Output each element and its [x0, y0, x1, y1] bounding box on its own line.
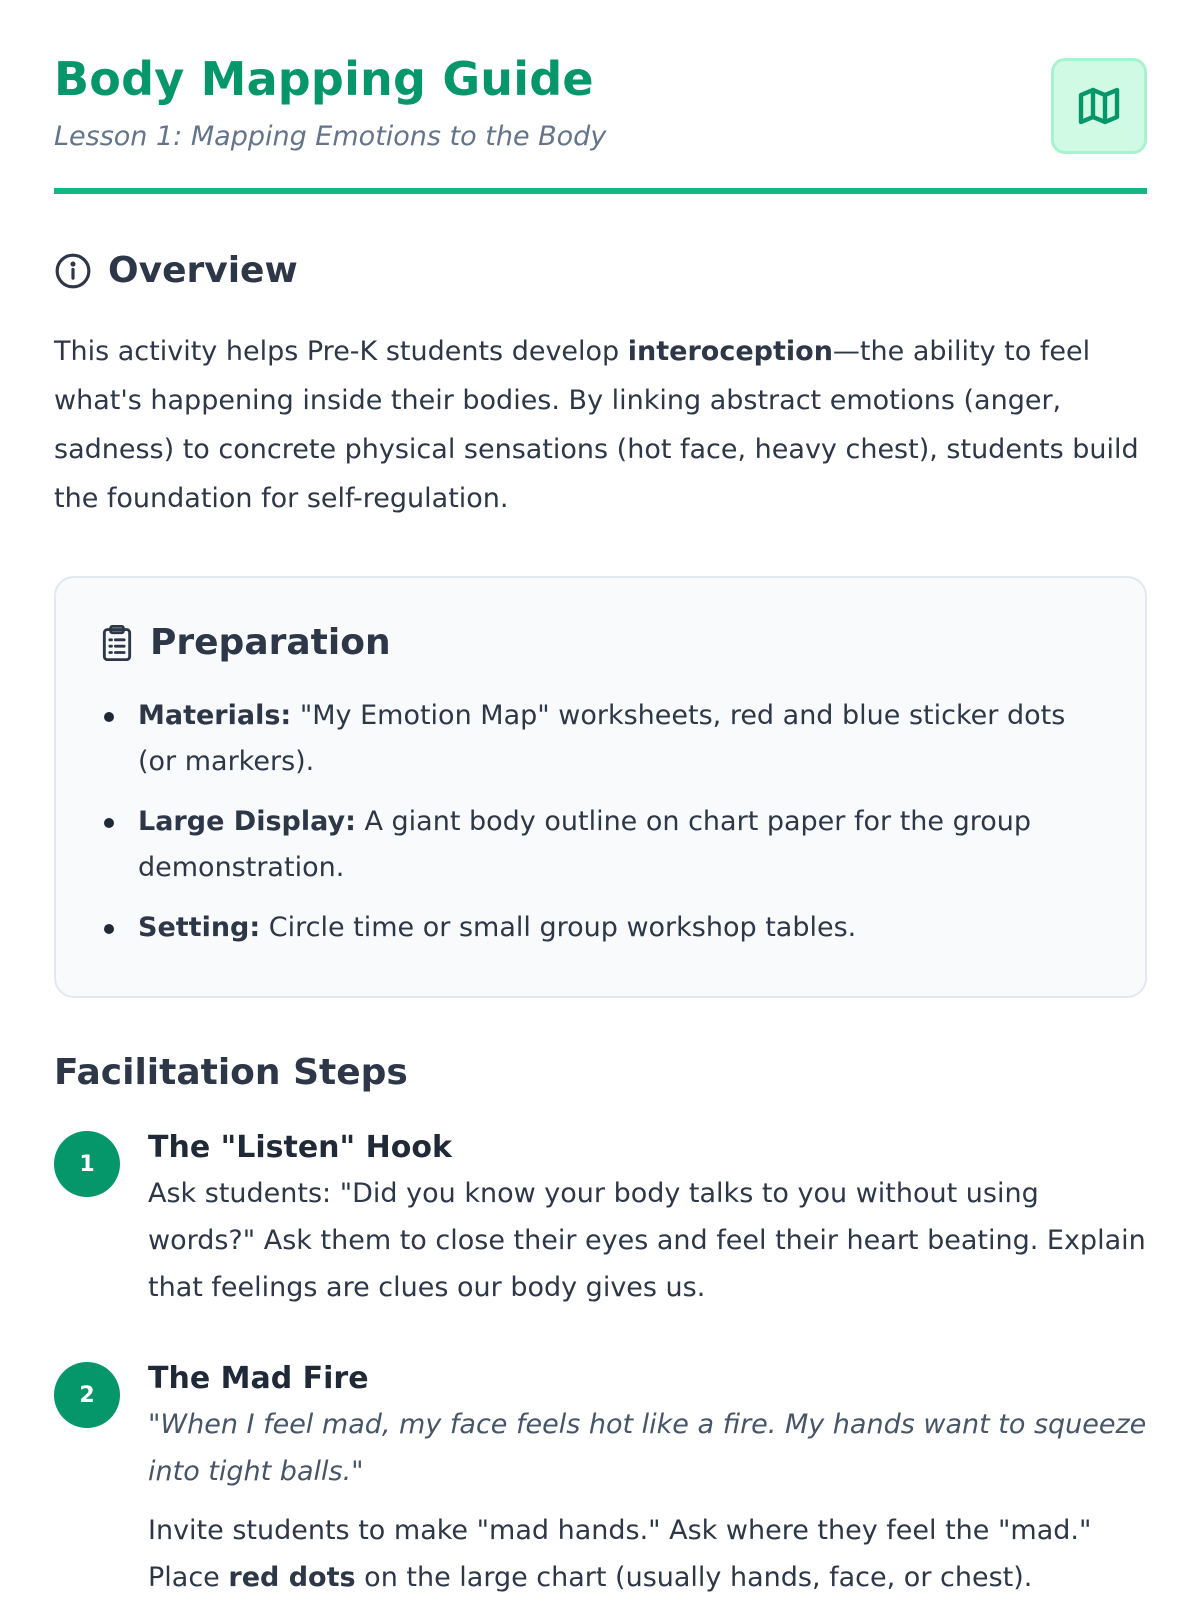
- step-number-badge: 2: [54, 1362, 120, 1428]
- step-number-badge: 1: [54, 1131, 120, 1197]
- overview-section: [54, 250, 1147, 523]
- overview-keyword: interoception: [627, 336, 833, 367]
- overview-text-end: —the ability to feel what's happening inside their bodies. By linking abstract emotions (anger, sadness) to concrete physical sensations (hot face, heavy chest), students build the foundation for self-regulation.: [54, 336, 1139, 514]
- item-term: Setting:: [138, 912, 261, 943]
- step-title: The "Listen" Hook: [148, 1130, 452, 1165]
- step-keyword: red dots: [228, 1562, 356, 1593]
- step-text-end: on the large chart (usually hands, face, or chest).: [355, 1562, 1033, 1593]
- item-term: Materials:: [138, 700, 292, 731]
- bullet: [104, 818, 114, 828]
- preparation-card: [54, 576, 1147, 998]
- overview-paragraph: [54, 327, 1147, 523]
- facilitation-section: [54, 1052, 1147, 1601]
- overview-heading-label: Overview: [108, 250, 298, 291]
- item-text: Circle time or small group workshop tables.: [260, 912, 857, 943]
- preparation-heading-label: Preparation: [150, 622, 391, 663]
- list-item: [100, 693, 1101, 785]
- overview-text-start: This activity helps Pre-K students develop: [54, 336, 628, 367]
- step-item: [54, 1126, 1147, 1311]
- clipboard-icon: [100, 624, 134, 662]
- lesson-subtitle: Lesson 1: Mapping Emotions to the Body: [54, 121, 607, 152]
- lesson-page: [54, 0, 1147, 1593]
- page-header: [54, 0, 1147, 194]
- item-text: "My Emotion Map" worksheets, red and blue sticker dots (or markers).: [138, 700, 1066, 777]
- step-quote: "When I feel mad, my face feels hot like a fire. My hands want to squeeze into tight balls.": [148, 1409, 1147, 1487]
- facilitation-heading: Facilitation Steps: [54, 1052, 408, 1093]
- preparation-heading: [100, 622, 1101, 663]
- step-description: [148, 1507, 1147, 1601]
- item-text: A giant body outline on chart paper for the group demonstration.: [138, 806, 1031, 883]
- step-item: [54, 1357, 1147, 1601]
- list-item: [100, 799, 1101, 891]
- page-title: Body Mapping Guide: [54, 52, 594, 106]
- bullet: [104, 712, 114, 722]
- list-item: [100, 905, 1101, 951]
- map-badge: [1051, 58, 1147, 154]
- step-title: The Mad Fire: [148, 1361, 369, 1396]
- item-term: Large Display:: [138, 806, 356, 837]
- info-icon: [54, 252, 92, 290]
- preparation-list: [100, 693, 1101, 951]
- step-description: Ask students: "Did you know your body talks to you without using words?" Ask them to close their eyes and feel their heart beating. Explain that feelings are clues our body gives us.: [148, 1178, 1146, 1303]
- step-text-start: Invite students to make "mad hands." Ask where they feel the "mad." Place: [148, 1515, 1092, 1593]
- map-icon: [1075, 82, 1123, 130]
- bullet: [104, 924, 114, 934]
- overview-heading: [54, 250, 1147, 291]
